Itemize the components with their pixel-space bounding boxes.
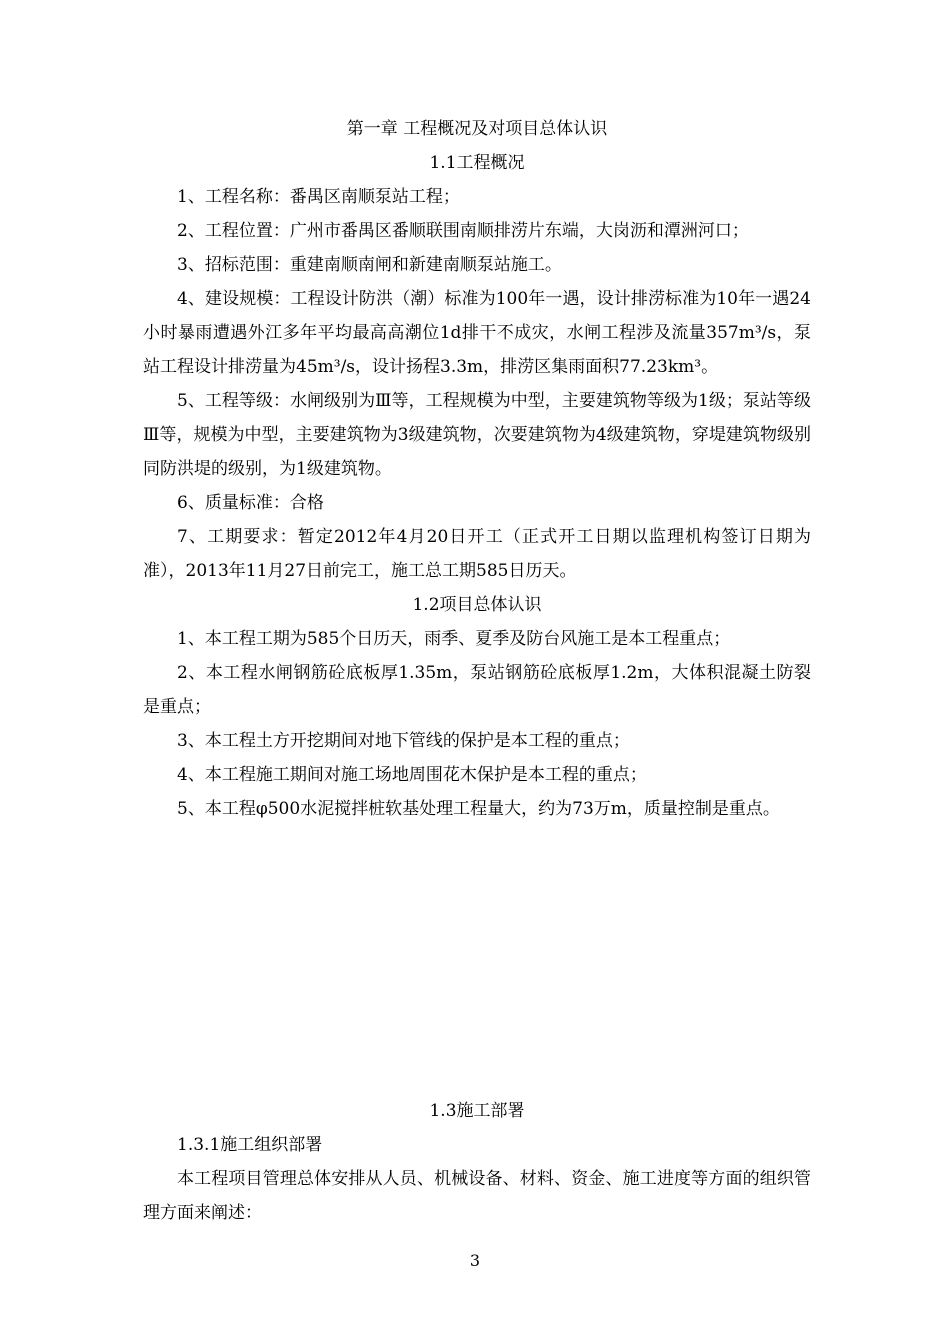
section-title-1-3: 1.3施工部署: [429, 1101, 525, 1121]
paragraph-bidding-scope: 3、招标范围：重建南顺南闸和新建南顺泵站施工。: [177, 255, 562, 275]
document-body: [143, 112, 811, 826]
chapter-title: 第一章 工程概况及对项目总体认识: [346, 119, 608, 139]
section-title-1-1: 1.1工程概况: [429, 153, 525, 173]
section-1-3-block: [143, 1094, 811, 1230]
paragraph-construction-scale: 4、建设规模：工程设计防洪（潮）标准为100年一遇，设计排涝标准为10年一遇24小时暴雨遭遇外江多年平均最高高潮位1d排干不成灾，水闸工程涉及流量357m³/s，泵站工程设计排涝量为45m³/s，设计扬程3.3m，排涝区集雨面积77.23km³。: [143, 289, 811, 377]
paragraph-understanding-1: 1、本工程工期为585个日历天，雨季、夏季及防台风施工是本工程重点；: [177, 629, 731, 649]
paragraph-understanding-5: 5、本工程φ500水泥搅拌桩软基处理工程量大，约为73万m，质量控制是重点。: [177, 799, 780, 819]
paragraph-project-location: 2、工程位置：广州市番禺区番顺联围南顺排涝片东端，大岗沥和潭洲河口；: [177, 221, 749, 241]
section-title-1-2: 1.2项目总体认识: [412, 595, 542, 615]
paragraph-project-name: 1、工程名称：番禺区南顺泵站工程；: [177, 187, 460, 207]
paragraph-organization: 本工程项目管理总体安排从人员、机械设备、材料、资金、施工进度等方面的组织管理方面来阐述：: [143, 1169, 811, 1223]
page-number: 3: [469, 1251, 481, 1270]
paragraph-understanding-2: 2、本工程水闸钢筋砼底板厚1.35m，泵站钢筋砼底板厚1.2m，大体积混凝土防裂是重点；: [143, 663, 811, 717]
paragraph-schedule: 7、工期要求：暂定2012年4月20日开工（正式开工日期以监理机构签订日期为准），2013年11月27日前完工，施工总工期585日历天。: [143, 527, 811, 581]
paragraph-understanding-3: 3、本工程土方开挖期间对地下管线的保护是本工程的重点；: [177, 731, 630, 751]
paragraph-understanding-4: 4、本工程施工期间对施工场地周围花木保护是本工程的重点；: [177, 765, 647, 785]
subsection-title-1-3-1: 1.3.1施工组织部署: [177, 1135, 323, 1155]
paragraph-project-grade: 5、工程等级：水闸级别为Ⅲ等，工程规模为中型，主要建筑物等级为1级；泵站等级Ⅲ等，规模为中型，主要建筑物为3级建筑物，次要建筑物为4级建筑物，穿堤建筑物级别同防洪堤的级别，为1级建筑物。: [143, 391, 811, 479]
paragraph-quality-standard: 6、质量标准：合格: [177, 493, 324, 513]
